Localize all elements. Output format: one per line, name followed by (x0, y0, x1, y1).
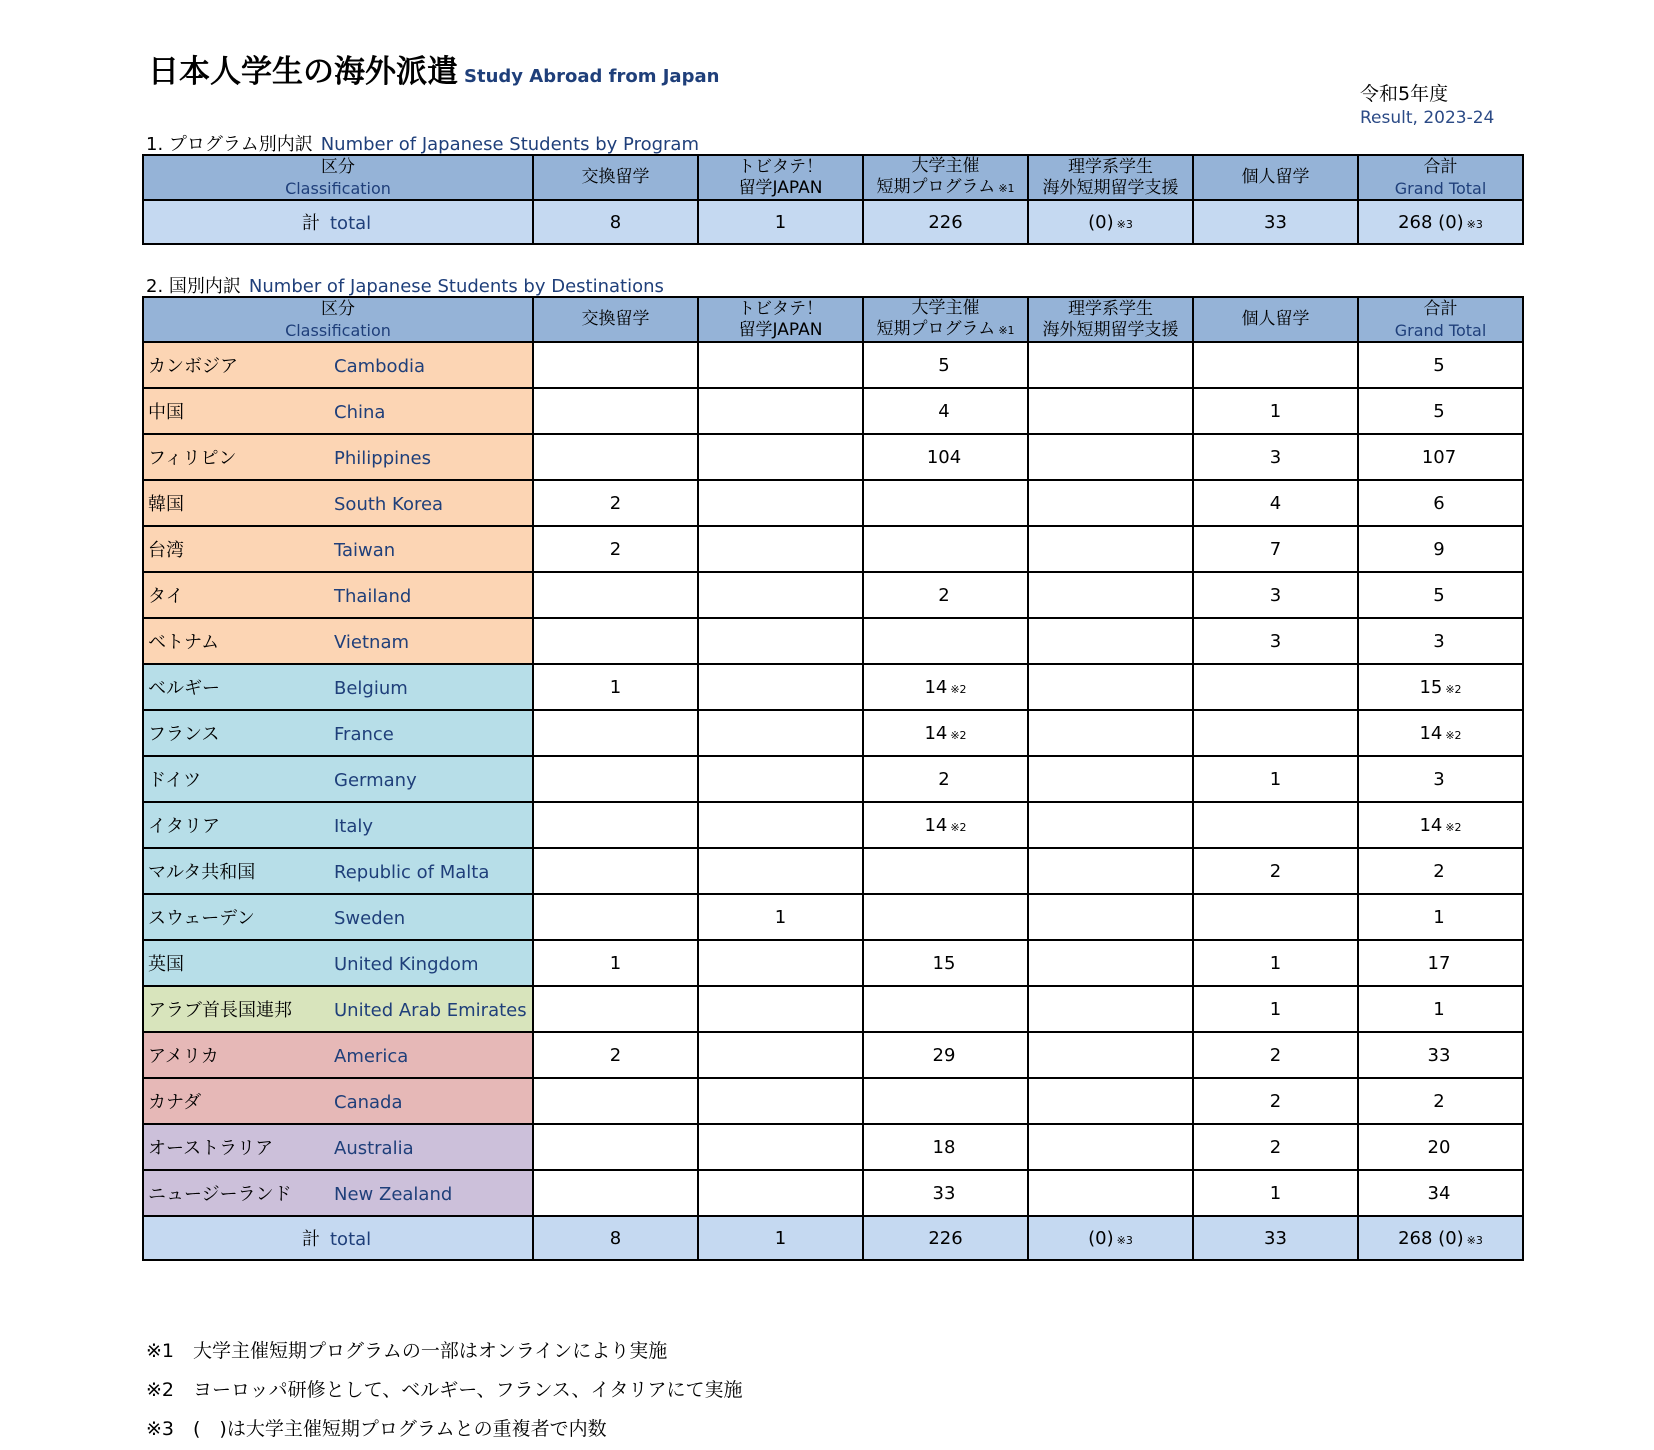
grand-total-cell: 14 ※2 (1358, 710, 1523, 756)
country-name-en: Sweden (334, 908, 406, 929)
science-cell (1028, 434, 1193, 480)
header-grand-total: 合計 Grand Total (1358, 297, 1523, 342)
grand-total-cell: 3 (1358, 756, 1523, 802)
total-tobitate: 1 (698, 200, 863, 244)
country-name-jp: 英国 (148, 954, 184, 975)
short-program-cell: 29 (863, 1032, 1028, 1078)
header-exchange: 交換留学 (533, 297, 698, 342)
total-grand: 268 (0) ※3 (1358, 1216, 1523, 1260)
total-exchange: 8 (533, 1216, 698, 1260)
science-cell (1028, 618, 1193, 664)
total-exchange: 8 (533, 200, 698, 244)
country-name-en: Thailand (334, 586, 412, 607)
header-short-program: 大学主催 短期プログラム ※1 (863, 297, 1028, 342)
grand-total-cell: 5 (1358, 342, 1523, 388)
section2-label: 2. 国別内訳 (146, 276, 241, 297)
table-row (143, 480, 1523, 526)
footnote-3: ※3 ( )は大学主催短期プログラムとの重複者で内数 (146, 1418, 607, 1440)
short-program-cell (863, 894, 1028, 940)
section1-label: 1. プログラム別内訳 (146, 134, 313, 155)
exchange-cell (533, 756, 698, 802)
tobitate-cell: 1 (698, 894, 863, 940)
science-cell (1028, 894, 1193, 940)
science-cell (1028, 1124, 1193, 1170)
country-name-en: Vietnam (334, 632, 410, 653)
science-cell (1028, 710, 1193, 756)
country-cell (143, 388, 533, 434)
individual-cell: 2 (1193, 848, 1358, 894)
country-name-en: Belgium (334, 678, 408, 699)
country-cell (143, 572, 533, 618)
header-grand-total: 合計 Grand Total (1358, 155, 1523, 200)
short-program-cell: 14 ※2 (863, 802, 1028, 848)
science-cell (1028, 526, 1193, 572)
header-tobitate: トビタテ！ 留学JAPAN (698, 155, 863, 200)
year-jp: 令和5年度 (1360, 83, 1449, 105)
header-classification: 区分 Classification (143, 297, 533, 342)
science-cell (1028, 940, 1193, 986)
destination-table (142, 296, 1524, 1261)
grand-total-cell: 3 (1358, 618, 1523, 664)
country-name-en: Germany (334, 770, 417, 791)
tobitate-cell (698, 1124, 863, 1170)
country-name-jp: カンボジア (148, 356, 238, 377)
country-cell (143, 1032, 533, 1078)
table-row (143, 388, 1523, 434)
individual-cell: 1 (1193, 1170, 1358, 1216)
short-program-cell: 2 (863, 756, 1028, 802)
grand-total-cell: 34 (1358, 1170, 1523, 1216)
table-row (143, 1032, 1523, 1078)
table-row (143, 756, 1523, 802)
country-cell (143, 802, 533, 848)
individual-cell: 1 (1193, 756, 1358, 802)
section2-heading (146, 272, 664, 298)
short-program-cell: 5 (863, 342, 1028, 388)
program-table (142, 154, 1524, 245)
short-program-cell (863, 848, 1028, 894)
table-row (143, 1124, 1523, 1170)
country-name-jp: カナダ (148, 1092, 202, 1113)
table-row (143, 894, 1523, 940)
exchange-cell (533, 894, 698, 940)
country-name-en: Australia (334, 1138, 414, 1159)
program-total-row (143, 200, 1523, 244)
tobitate-cell (698, 664, 863, 710)
short-program-cell (863, 618, 1028, 664)
grand-total-cell: 5 (1358, 388, 1523, 434)
exchange-cell: 1 (533, 940, 698, 986)
country-name-en: South Korea (334, 494, 444, 515)
country-name-en: France (334, 724, 394, 745)
total-individual: 33 (1193, 1216, 1358, 1260)
science-cell (1028, 1032, 1193, 1078)
individual-cell: 2 (1193, 1124, 1358, 1170)
footnotes (146, 1332, 743, 1449)
table-row (143, 710, 1523, 756)
destination-header-row (143, 297, 1523, 342)
exchange-cell (533, 572, 698, 618)
country-name-jp: 中国 (148, 402, 184, 423)
country-cell (143, 986, 533, 1032)
title-jp: 日本人学生の海外派遣 (148, 54, 458, 90)
country-cell (143, 434, 533, 480)
exchange-cell (533, 1124, 698, 1170)
title-en: Study Abroad from Japan (464, 66, 720, 87)
country-name-jp: ベルギー (148, 678, 220, 699)
table-row (143, 986, 1523, 1032)
total-label: 計 total (143, 200, 533, 244)
year-en: Result, 2023-24 (1360, 108, 1495, 128)
country-name-jp: ベトナム (148, 632, 220, 653)
table-row (143, 618, 1523, 664)
science-cell (1028, 1078, 1193, 1124)
program-header-row (143, 155, 1523, 200)
individual-cell: 3 (1193, 572, 1358, 618)
table-row (143, 1078, 1523, 1124)
country-name-jp: アメリカ (148, 1046, 219, 1067)
grand-total-cell: 15 ※2 (1358, 664, 1523, 710)
total-science: (0) ※3 (1028, 200, 1193, 244)
short-program-cell: 15 (863, 940, 1028, 986)
exchange-cell: 1 (533, 664, 698, 710)
grand-total-cell: 14 ※2 (1358, 802, 1523, 848)
exchange-cell (533, 1170, 698, 1216)
science-cell (1028, 802, 1193, 848)
individual-cell: 4 (1193, 480, 1358, 526)
page-title (148, 46, 719, 91)
table-row (143, 848, 1523, 894)
country-name-en: Republic of Malta (334, 862, 490, 883)
country-cell (143, 894, 533, 940)
table-row (143, 664, 1523, 710)
tobitate-cell (698, 342, 863, 388)
science-cell (1028, 1170, 1193, 1216)
science-cell (1028, 480, 1193, 526)
exchange-cell (533, 1078, 698, 1124)
short-program-cell: 4 (863, 388, 1028, 434)
grand-total-cell: 2 (1358, 848, 1523, 894)
country-name-jp: 韓国 (148, 494, 184, 515)
country-name-en: Canada (334, 1092, 403, 1113)
country-name-en: China (334, 402, 386, 423)
table-row (143, 526, 1523, 572)
grand-total-cell: 5 (1358, 572, 1523, 618)
total-label: 計 total (143, 1216, 533, 1260)
individual-cell: 3 (1193, 434, 1358, 480)
tobitate-cell (698, 1170, 863, 1216)
country-name-jp: オーストラリア (148, 1138, 274, 1159)
header-science: 理学系学生 海外短期留学支援 (1028, 155, 1193, 200)
country-cell (143, 1170, 533, 1216)
tobitate-cell (698, 388, 863, 434)
country-name-jp: スウェーデン (148, 908, 255, 929)
country-cell (143, 618, 533, 664)
short-program-cell (863, 526, 1028, 572)
science-cell (1028, 664, 1193, 710)
country-cell (143, 526, 533, 572)
destination-total-row (143, 1216, 1523, 1260)
science-cell (1028, 986, 1193, 1032)
exchange-cell: 2 (533, 526, 698, 572)
short-program-cell: 14 ※2 (863, 664, 1028, 710)
individual-cell (1193, 710, 1358, 756)
country-name-jp: イタリア (148, 816, 220, 837)
short-program-cell: 2 (863, 572, 1028, 618)
total-grand: 268 (0) ※3 (1358, 200, 1523, 244)
header-short-program: 大学主催 短期プログラム ※1 (863, 155, 1028, 200)
tobitate-cell (698, 802, 863, 848)
country-cell (143, 848, 533, 894)
grand-total-cell: 107 (1358, 434, 1523, 480)
country-name-en: United Kingdom (334, 954, 479, 975)
short-program-cell: 104 (863, 434, 1028, 480)
header-classification: 区分 Classification (143, 155, 533, 200)
country-name-jp: 台湾 (148, 540, 184, 561)
country-name-jp: タイ (148, 586, 184, 607)
tobitate-cell (698, 940, 863, 986)
footnote-1: ※1 大学主催短期プログラムの一部はオンラインにより実施 (146, 1340, 668, 1362)
country-cell (143, 664, 533, 710)
total-tobitate: 1 (698, 1216, 863, 1260)
country-name-jp: ニュージーランド (148, 1184, 292, 1205)
footnote-2: ※2 ヨーロッパ研修として、ベルギー、フランス、イタリアにて実施 (146, 1379, 743, 1401)
exchange-cell (533, 388, 698, 434)
tobitate-cell (698, 526, 863, 572)
exchange-cell: 2 (533, 480, 698, 526)
country-cell (143, 940, 533, 986)
total-science: (0) ※3 (1028, 1216, 1193, 1260)
country-cell (143, 342, 533, 388)
tobitate-cell (698, 710, 863, 756)
individual-cell: 2 (1193, 1078, 1358, 1124)
grand-total-cell: 33 (1358, 1032, 1523, 1078)
fiscal-year (1360, 82, 1494, 130)
country-name-en: America (334, 1046, 409, 1067)
individual-cell (1193, 802, 1358, 848)
exchange-cell (533, 434, 698, 480)
short-program-cell: 18 (863, 1124, 1028, 1170)
individual-cell (1193, 664, 1358, 710)
exchange-cell (533, 710, 698, 756)
header-individual: 個人留学 (1193, 297, 1358, 342)
country-name-jp: マルタ共和国 (148, 862, 256, 883)
country-name-en: Taiwan (334, 540, 396, 561)
grand-total-cell: 6 (1358, 480, 1523, 526)
short-program-cell (863, 1078, 1028, 1124)
tobitate-cell (698, 848, 863, 894)
exchange-cell (533, 802, 698, 848)
science-cell (1028, 342, 1193, 388)
section1-en: Number of Japanese Students by Program (320, 134, 699, 155)
table-row (143, 1170, 1523, 1216)
short-program-cell: 14 ※2 (863, 710, 1028, 756)
individual-cell (1193, 342, 1358, 388)
individual-cell: 2 (1193, 1032, 1358, 1078)
grand-total-cell: 1 (1358, 986, 1523, 1032)
table-row (143, 572, 1523, 618)
individual-cell: 1 (1193, 940, 1358, 986)
country-name-en: Italy (334, 816, 374, 837)
country-cell (143, 480, 533, 526)
individual-cell: 1 (1193, 388, 1358, 434)
tobitate-cell (698, 480, 863, 526)
table-row (143, 434, 1523, 480)
country-name-jp: アラブ首長国連邦 (148, 1000, 292, 1021)
tobitate-cell (698, 434, 863, 480)
individual-cell: 3 (1193, 618, 1358, 664)
exchange-cell (533, 342, 698, 388)
individual-cell: 1 (1193, 986, 1358, 1032)
short-program-cell: 33 (863, 1170, 1028, 1216)
exchange-cell (533, 848, 698, 894)
header-science: 理学系学生 海外短期留学支援 (1028, 297, 1193, 342)
grand-total-cell: 17 (1358, 940, 1523, 986)
section1-heading (146, 130, 699, 156)
grand-total-cell: 9 (1358, 526, 1523, 572)
science-cell (1028, 572, 1193, 618)
grand-total-cell: 2 (1358, 1078, 1523, 1124)
header-individual: 個人留学 (1193, 155, 1358, 200)
country-name-en: New Zealand (334, 1184, 453, 1205)
tobitate-cell (698, 1078, 863, 1124)
country-name-jp: フランス (148, 724, 220, 745)
total-short: 226 (863, 200, 1028, 244)
tobitate-cell (698, 1032, 863, 1078)
table-row (143, 342, 1523, 388)
individual-cell: 7 (1193, 526, 1358, 572)
country-cell (143, 756, 533, 802)
tobitate-cell (698, 756, 863, 802)
section2-en: Number of Japanese Students by Destinations (248, 276, 664, 297)
country-cell (143, 1078, 533, 1124)
total-short: 226 (863, 1216, 1028, 1260)
short-program-cell (863, 480, 1028, 526)
country-name-en: Cambodia (334, 356, 426, 377)
country-cell (143, 710, 533, 756)
header-exchange: 交換留学 (533, 155, 698, 200)
grand-total-cell: 1 (1358, 894, 1523, 940)
science-cell (1028, 848, 1193, 894)
country-name-en: United Arab Emirates (334, 1000, 527, 1021)
tobitate-cell (698, 618, 863, 664)
exchange-cell (533, 618, 698, 664)
tobitate-cell (698, 572, 863, 618)
table-row (143, 802, 1523, 848)
country-cell (143, 1124, 533, 1170)
science-cell (1028, 756, 1193, 802)
country-name-jp: フィリピン (148, 448, 237, 469)
total-individual: 33 (1193, 200, 1358, 244)
short-program-cell (863, 986, 1028, 1032)
tobitate-cell (698, 986, 863, 1032)
exchange-cell (533, 986, 698, 1032)
country-name-en: Philippines (334, 448, 431, 469)
table-row (143, 940, 1523, 986)
exchange-cell: 2 (533, 1032, 698, 1078)
science-cell (1028, 388, 1193, 434)
header-tobitate: トビタテ！ 留学JAPAN (698, 297, 863, 342)
country-name-jp: ドイツ (148, 770, 202, 791)
grand-total-cell: 20 (1358, 1124, 1523, 1170)
individual-cell (1193, 894, 1358, 940)
